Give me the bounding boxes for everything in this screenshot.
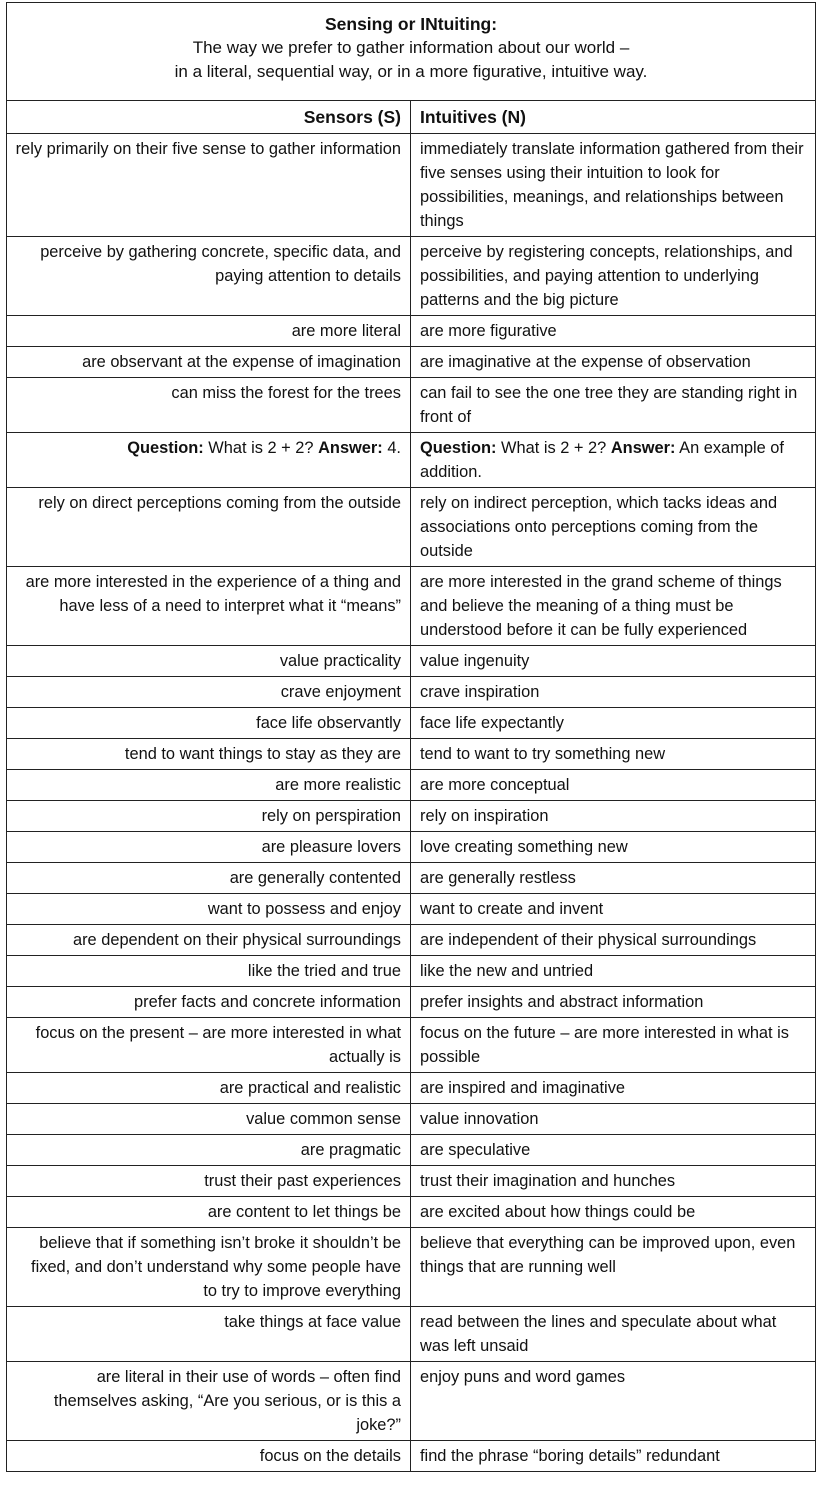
sensors-cell: perceive by gathering concrete, specific data, and paying attention to details <box>7 237 411 316</box>
answer-label: Answer: <box>318 439 383 457</box>
intuitives-cell: are more interested in the grand scheme of things and believe the meaning of a thing must be understood before it can be fully experienced <box>411 567 816 646</box>
table-title: Sensing or INtuiting: <box>324 14 498 34</box>
intuitives-cell: are speculative <box>411 1135 816 1166</box>
table-row <box>7 488 816 567</box>
table-row <box>7 1073 816 1104</box>
answer-text: An example of addition. <box>420 439 784 481</box>
sensors-cell: are dependent on their physical surroundings <box>7 925 411 956</box>
question-text: What is 2 + 2? <box>203 439 319 457</box>
table-row <box>7 894 816 925</box>
intuitives-cell: crave inspiration <box>411 677 816 708</box>
table-row <box>7 1104 816 1135</box>
question-text: What is 2 + 2? <box>496 439 611 457</box>
table-row <box>7 770 816 801</box>
table-row <box>7 1307 816 1362</box>
table-row <box>7 956 816 987</box>
rows-group-2 <box>7 488 816 1472</box>
sensors-cell: are more realistic <box>7 770 411 801</box>
table-row <box>7 378 816 433</box>
sensors-cell: prefer facts and concrete information <box>7 987 411 1018</box>
title-row <box>7 3 816 101</box>
sensors-cell: focus on the present – are more interested in what actually is <box>7 1018 411 1073</box>
intuitives-cell: believe that everything can be improved upon, even things that are running well <box>411 1228 816 1307</box>
intuitives-cell: rely on inspiration <box>411 801 816 832</box>
sensors-cell: are pragmatic <box>7 1135 411 1166</box>
title-cell <box>7 3 816 101</box>
sensors-cell: face life observantly <box>7 708 411 739</box>
intuitives-cell: trust their imagination and hunches <box>411 1166 816 1197</box>
table-row <box>7 677 816 708</box>
intuitives-cell: read between the lines and speculate about what was left unsaid <box>411 1307 816 1362</box>
sensors-cell: are content to let things be <box>7 1197 411 1228</box>
sensors-cell: tend to want things to stay as they are <box>7 739 411 770</box>
intuitives-cell: face life expectantly <box>411 708 816 739</box>
comparison-table <box>6 2 816 1472</box>
answer-text: 4. <box>382 439 401 457</box>
table-row <box>7 832 816 863</box>
table-row <box>7 134 816 237</box>
table-row <box>7 739 816 770</box>
header-row <box>7 101 816 134</box>
table-row <box>7 708 816 739</box>
title-description-line-1: The way we prefer to gather information about our world – <box>192 38 630 57</box>
intuitives-header: Intuitives (N) <box>411 101 816 134</box>
sensors-question-cell <box>7 433 411 488</box>
intuitives-cell: want to create and invent <box>411 894 816 925</box>
title-description-line-2: in a literal, sequential way, or in a more figurative, intuitive way. <box>174 62 648 81</box>
sensors-cell: take things at face value <box>7 1307 411 1362</box>
table-row <box>7 1228 816 1307</box>
question-label: Question: <box>420 439 497 457</box>
sensors-cell: are more literal <box>7 316 411 347</box>
intuitives-cell: perceive by registering concepts, relationships, and possibilities, and paying attention to underlying patterns and the big picture <box>411 237 816 316</box>
sensors-cell: are more interested in the experience of a thing and have less of a need to interpret what it “means” <box>7 567 411 646</box>
sensors-cell: rely on perspiration <box>7 801 411 832</box>
table-row <box>7 1166 816 1197</box>
intuitives-cell: are generally restless <box>411 863 816 894</box>
intuitives-cell: are more figurative <box>411 316 816 347</box>
sensors-cell: focus on the details <box>7 1441 411 1472</box>
intuitives-cell: focus on the future – are more interested in what is possible <box>411 1018 816 1073</box>
table-row <box>7 237 816 316</box>
intuitives-cell: immediately translate information gathered from their five senses using their intuition to look for possibilities, meanings, and relationships between things <box>411 134 816 237</box>
sensors-cell: are practical and realistic <box>7 1073 411 1104</box>
answer-label: Answer: <box>610 439 676 457</box>
table-row <box>7 925 816 956</box>
sensors-cell: trust their past experiences <box>7 1166 411 1197</box>
sensors-header: Sensors (S) <box>7 101 411 134</box>
table-row <box>7 567 816 646</box>
intuitives-cell: rely on indirect perception, which tacks ideas and associations onto perceptions coming from the outside <box>411 488 816 567</box>
table-row <box>7 1135 816 1166</box>
sensors-cell: crave enjoyment <box>7 677 411 708</box>
table-row <box>7 316 816 347</box>
sensors-cell: are literal in their use of words – often find themselves asking, “Are you serious, or is this a joke?” <box>7 1362 411 1441</box>
intuitives-cell: value innovation <box>411 1104 816 1135</box>
intuitives-cell: are imaginative at the expense of observation <box>411 347 816 378</box>
table-row <box>7 646 816 677</box>
question-row <box>7 433 816 488</box>
sensors-cell: like the tried and true <box>7 956 411 987</box>
intuitives-cell: prefer insights and abstract information <box>411 987 816 1018</box>
intuitives-cell: are independent of their physical surroundings <box>411 925 816 956</box>
intuitives-cell: are inspired and imaginative <box>411 1073 816 1104</box>
question-row-group <box>7 433 816 488</box>
intuitives-cell: enjoy puns and word games <box>411 1362 816 1441</box>
sensors-cell: want to possess and enjoy <box>7 894 411 925</box>
table-row <box>7 1441 816 1472</box>
table-row <box>7 801 816 832</box>
intuitives-cell: like the new and untried <box>411 956 816 987</box>
intuitives-cell: value ingenuity <box>411 646 816 677</box>
table-row <box>7 1362 816 1441</box>
intuitives-cell: love creating something new <box>411 832 816 863</box>
comparison-document <box>6 2 815 1472</box>
intuitives-cell: find the phrase “boring details” redundant <box>411 1441 816 1472</box>
sensors-cell: are observant at the expense of imagination <box>7 347 411 378</box>
table-row <box>7 863 816 894</box>
intuitives-cell: are more conceptual <box>411 770 816 801</box>
sensors-cell: value common sense <box>7 1104 411 1135</box>
table-row <box>7 1018 816 1073</box>
sensors-cell: can miss the forest for the trees <box>7 378 411 433</box>
sensors-cell: rely on direct perceptions coming from the outside <box>7 488 411 567</box>
table-row <box>7 987 816 1018</box>
rows-group-1 <box>7 134 816 433</box>
sensors-cell: value practicality <box>7 646 411 677</box>
table-row <box>7 1197 816 1228</box>
sensors-cell: believe that if something isn’t broke it shouldn’t be fixed, and don’t understand why some people have to try to improve everything <box>7 1228 411 1307</box>
sensors-cell: rely primarily on their five sense to gather information <box>7 134 411 237</box>
intuitives-cell: tend to want to try something new <box>411 739 816 770</box>
sensors-cell: are pleasure lovers <box>7 832 411 863</box>
sensors-cell: are generally contented <box>7 863 411 894</box>
intuitives-cell: can fail to see the one tree they are standing right in front of <box>411 378 816 433</box>
intuitives-cell: are excited about how things could be <box>411 1197 816 1228</box>
intuitives-question-cell <box>411 433 816 488</box>
question-label: Question: <box>127 439 204 457</box>
table-row <box>7 347 816 378</box>
